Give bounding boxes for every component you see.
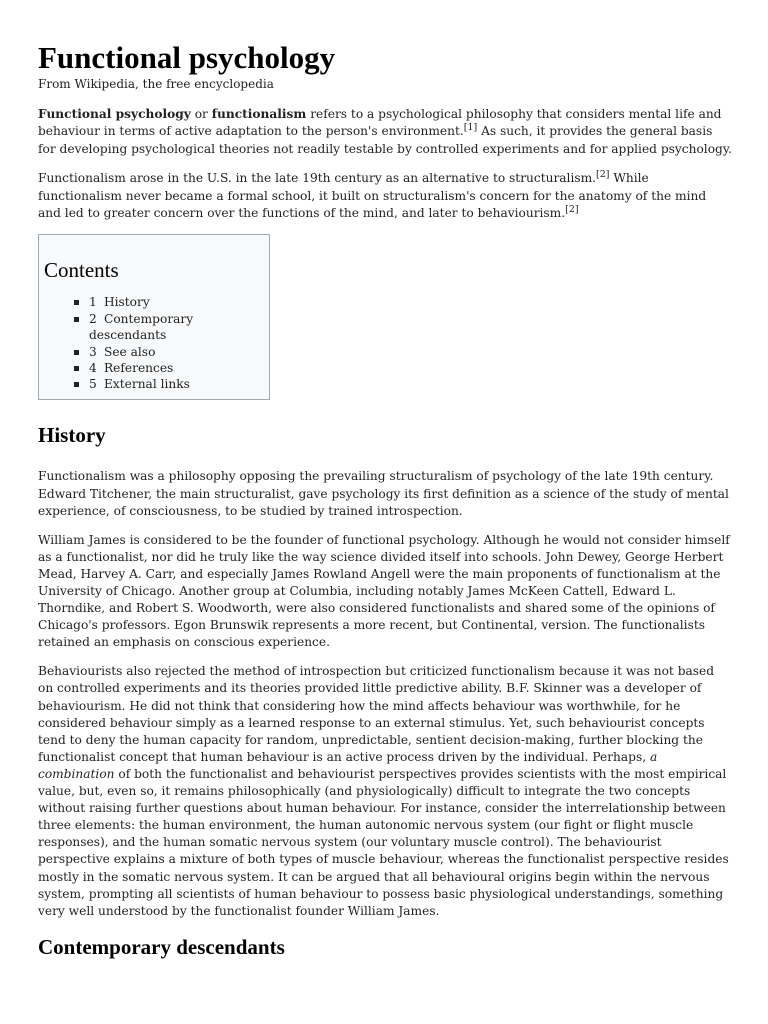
intro-text: While functionalism never became a formal school, it built on structuralism's concern for the anatomy of the mind and led to greater concern over the functions of the mind, and later to behaviourism. (38, 171, 707, 221)
history-paragraph-3 (38, 663, 732, 919)
italic-phrase: a combination (38, 749, 658, 781)
toc-item-number: 4 (89, 361, 97, 376)
table-of-contents (38, 234, 270, 400)
toc-item-label: History (104, 295, 150, 310)
toc-item-references[interactable] (68, 360, 269, 376)
toc-item-contemporary-descendants[interactable] (68, 311, 269, 344)
intro-text: Functionalism arose in the U.S. in the late 19th century as an alternative to structuralism. (38, 171, 597, 186)
toc-item-label: Contemporary descendants (89, 311, 194, 343)
intro-paragraph-1 (38, 106, 732, 158)
toc-item-label: See also (104, 344, 156, 359)
intro-paragraph-2 (38, 170, 732, 222)
toc-item-label: References (104, 361, 174, 376)
intro-text: As such, it provides the general basis for developing psychological theories not readily testable by controlled experiments and for applied psychology. (38, 124, 732, 156)
section-heading-history: History (38, 423, 106, 448)
page-title: Functional psychology (38, 40, 336, 75)
history-text: of both the functionalist and behaviourist perspectives provides scientists with the most empirical value, but, even so, it remains philosophically (and physiologically) difficult to integrate the two concepts without raising further questions about human behaviour. For instance, consider the interrelationship between three elements: the human environment, the human autonomic nervous system (our fight or flight muscle responses), and the human somatic nervous system (our voluntary muscle control). The behaviourist perspective explains a mixture of both types of muscle behaviour, whereas the functionalist perspective resides mostly in the somatic nervous system. It can be argued that all behavioural origins begin within the nervous system, prompting all scientists of human behaviour to possess basic physiological understandings, something very well understood by the functionalist founder William James. (38, 766, 729, 918)
toc-item-label: External links (104, 377, 190, 392)
bold-term-functional-psychology: Functional psychology (38, 107, 191, 121)
article-page (38, 40, 732, 980)
intro-text: or (190, 107, 212, 121)
toc-item-number: 1 (89, 295, 97, 310)
toc-item-number: 2 (89, 311, 97, 326)
history-text: Behaviourists also rejected the method of introspection but criticized functionalism because it was not based on controlled experiments and its theories provided little predictive ability. B.F. Skinner was a developer of behaviourism. He did not think that considering how the mind affects behaviour was worthwhile, for he considered behaviour simply as a learned response to an external stimulus. Yet, such behaviourist concepts tend to deny the human capacity for random, unpredictable, sentient decision-making, further blocking the functionalist concept that human behaviour is an active process driven by the individual. Perhaps, (38, 664, 715, 764)
toc-item-external-links[interactable] (68, 376, 269, 392)
toc-item-history[interactable] (68, 294, 269, 310)
bold-term-functionalism: functionalism (211, 107, 307, 121)
reference-link[interactable]: [2] (596, 169, 610, 181)
toc-item-number: 5 (89, 377, 97, 392)
toc-item-see-also[interactable] (68, 344, 269, 360)
history-paragraph-2: William James is considered to be the founder of functional psychology. Although he would not consider himself as a functionalist, nor did he truly like the way science divided itself into schools. John Dewey, George Herbert Mead, Harvey A. Carr, and especially James Rowland Angell were the main proponents of functionalism at the University of Chicago. Another group at Columbia, including notably James McKeen Cattell, Edward L. Thorndike, and Robert S. Woodworth, were also considered functionalists and shared some of the opinions of Chicago's professors. Egon Brunswik represents a more recent, but Continental, version. The functionalists retained an emphasis on conscious experience. (38, 532, 730, 650)
intro-text: refers to a psychological philosophy that considers mental life and behaviour in terms of active adaptation to the person's environment. (38, 107, 722, 139)
toc-item-number: 3 (89, 344, 97, 359)
toc-list (44, 294, 269, 392)
section-heading-contemporary-descendants: Contemporary descendants (38, 934, 285, 959)
toc-title: Contents (44, 258, 119, 283)
site-tagline: From Wikipedia, the free encyclopedia (38, 77, 274, 91)
reference-link[interactable]: [1] (463, 122, 478, 134)
history-paragraph-1: Functionalism was a philosophy opposing the prevailing structuralism of psychology of the late 19th century. Edward Titchener, the main structuralist, gave psychology its first definition as a science of the study of mental experience, of consciousness, to be studied by trained introspection. (38, 469, 729, 518)
reference-link[interactable]: [2] (565, 204, 579, 216)
